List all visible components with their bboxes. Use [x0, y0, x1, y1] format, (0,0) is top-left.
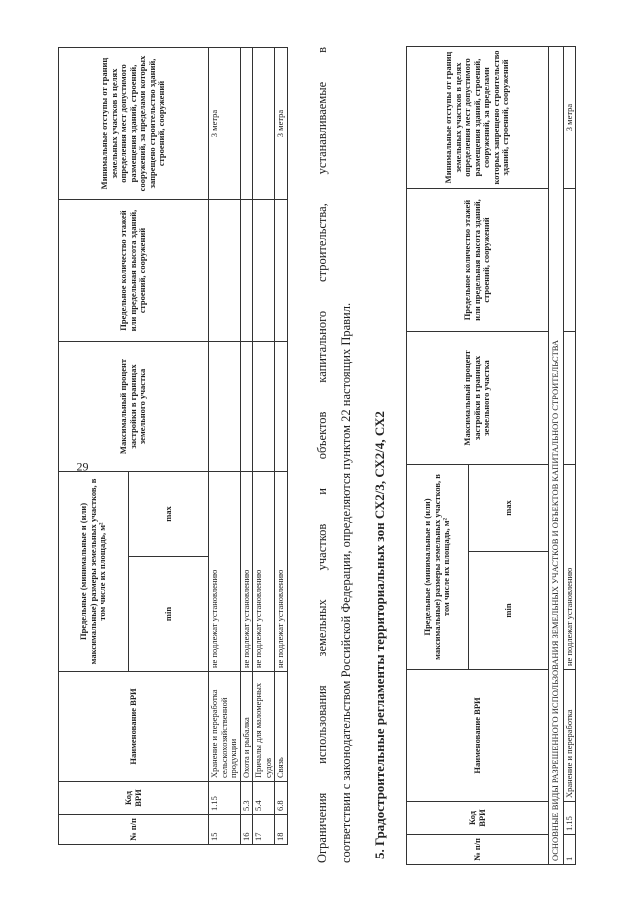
cell-min: не подлежат установлению — [563, 465, 576, 670]
header-sizes: Предельные (минимальные и (или) максимальные) размеры земельных участков, в том числе их площадь, м² — [407, 465, 469, 670]
table-row — [240, 48, 253, 845]
section-row — [549, 47, 564, 865]
cell-percent — [563, 332, 576, 465]
cell-name: Хранение и переработка — [563, 670, 576, 802]
cell-code: 1.15 — [563, 802, 576, 835]
cell-min: не подлежат установлению — [240, 472, 253, 672]
cell-min: не подлежат установлению — [253, 472, 275, 672]
cell-name: Хранение и переработка сельскохозяйственной продукции — [209, 672, 241, 782]
cell-num: 1 — [563, 835, 576, 865]
cell-min: не подлежат установлению — [275, 472, 288, 672]
header-floors: Предельное количество этажей или предельная высота зданий, строений, сооружений — [59, 200, 209, 342]
header-min: min — [469, 552, 549, 670]
page-number: 29 — [76, 459, 89, 474]
header-name: Наименование ВРИ — [59, 672, 209, 782]
table-row — [275, 48, 288, 845]
header-min: min — [129, 557, 209, 672]
cell-name: Охота и рыбалка — [240, 672, 253, 782]
header-num: № п/п — [407, 835, 549, 865]
section-title: ОСНОВНЫЕ ВИДЫ РАЗРЕШЕННОГО ИСПОЛЬЗОВАНИЯ ЗЕМЕЛЬНЫХ УЧАСТКОВ И ОБЪЕКТОВ КАПИТАЛЬНОГО СТРОИТЕЛЬСТВА — [549, 47, 564, 865]
cell-num: 17 — [253, 815, 275, 845]
header-indent: Минимальные отступы от границ земельных участков в целях определения мест допустимого размещения зданий, строений, сооружений, за пределами которых запрещено строительство зданий, строений, сооружений — [407, 47, 549, 189]
cell-floors — [253, 200, 275, 342]
cell-num: 15 — [209, 815, 241, 845]
cell-indent — [253, 48, 275, 200]
header-max: max — [129, 472, 209, 557]
cell-percent — [240, 342, 253, 472]
cell-floors — [209, 200, 241, 342]
header-percent: Максимальный процент застройки в границах земельного участка — [407, 332, 549, 465]
header-sizes: Предельные (минимальные и (или) максимальные) размеры земельных участков, в том числе их площадь, м² — [59, 472, 129, 672]
table-row — [209, 48, 241, 845]
paragraph-line-1: Ограничения использования земельных участков и объектов капитального строительства, устанавливаемые в — [315, 47, 329, 863]
cell-floors — [240, 200, 253, 342]
cell-indent: 3 метра — [209, 48, 241, 200]
cell-percent — [253, 342, 275, 472]
cell-percent — [209, 342, 241, 472]
cell-name: Связь — [275, 672, 288, 782]
cell-num: 16 — [240, 815, 253, 845]
table-row — [563, 47, 576, 865]
table-row — [253, 48, 275, 845]
regulations-table-continued — [58, 47, 288, 845]
header-num: № п/п — [59, 815, 209, 845]
header-code: Код ВРИ — [407, 802, 549, 835]
cell-code: 6.8 — [275, 782, 288, 815]
cell-floors — [563, 189, 576, 332]
cell-indent: 3 метра — [275, 48, 288, 200]
cell-code: 5.4 — [253, 782, 275, 815]
header-floors: Предельное количество этажей или предельная высота зданий, строений, сооружений — [407, 189, 549, 332]
cell-floors — [275, 200, 288, 342]
cell-indent: 3 метра — [563, 47, 576, 189]
paragraph-line-2: соответствии с законодательством Российской Федерации, определяются пунктом 22 настоящих Правил. — [338, 302, 353, 863]
cell-code: 5.3 — [240, 782, 253, 815]
regulations-table-sx2 — [406, 46, 576, 865]
header-indent: Минимальные отступы от границ земельных участков в целях определения мест допустимого размещения зданий, строений, сооружений, за пределами которых запрещено строительство зданий, строений, сооружений — [59, 48, 209, 200]
header-code: Код ВРИ — [59, 782, 209, 815]
cell-name: Причалы для маломерных судов — [253, 672, 275, 782]
cell-num: 18 — [275, 815, 288, 845]
header-name: Наименование ВРИ — [407, 670, 549, 802]
restrictions-paragraph — [311, 47, 359, 863]
header-percent: Максимальный процент застройки в границах земельного участка — [59, 342, 209, 472]
cell-percent — [275, 342, 288, 472]
cell-indent — [240, 48, 253, 200]
cell-min: не подлежат установлению — [209, 472, 241, 672]
section-heading: 5. Градостроительные регламенты территориальных зон СХ2/3, СХ2/4, СХ2 — [372, 411, 387, 859]
cell-code: 1.15 — [209, 782, 241, 815]
header-max: max — [469, 465, 549, 552]
